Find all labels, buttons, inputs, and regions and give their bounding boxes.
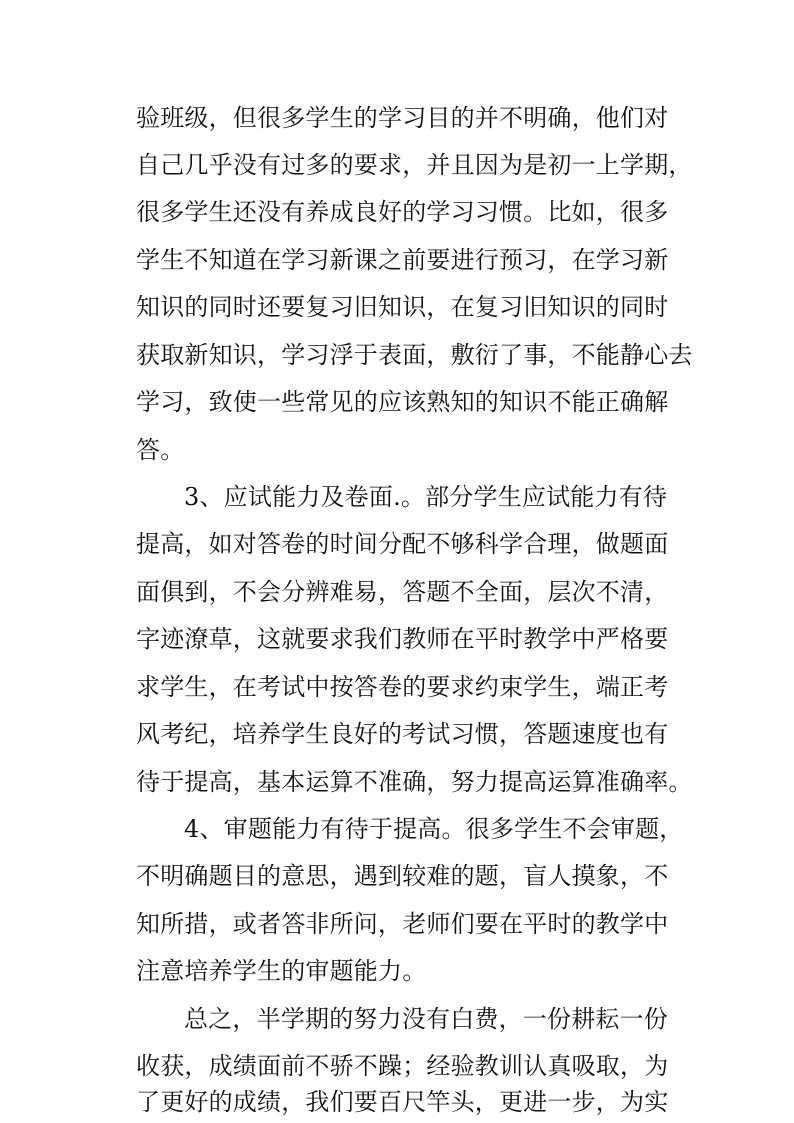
paragraph-start-line: 3、应试能力及卷面.。部分学生应试能力有待	[184, 483, 668, 511]
text-line: 风考纪，培养学生良好的考试习惯，答题速度也有	[136, 720, 669, 748]
text-line: 知所措，或者答非所问，老师们要在平时的教学中	[136, 910, 669, 938]
text-line: 注意培养学生的审题能力。	[136, 957, 427, 985]
text-line: 求学生，在考试中按答卷的要求约束学生，端正考	[136, 673, 669, 701]
text-line: 验班级，但很多学生的学习目的并不明确，他们对	[136, 104, 669, 132]
text-line: 面俱到，不会分辨难易，答题不全面，层次不清，	[136, 578, 669, 606]
text-line: 提高，如对答卷的时间分配不够科学合理，做题面	[136, 530, 669, 558]
text-line: 答。	[136, 436, 185, 464]
text-line: 知识的同时还要复习旧知识，在复习旧知识的同时	[136, 293, 669, 321]
text-line: 学生不知道在学习新课之前要进行预习，在学习新	[136, 246, 669, 274]
paragraph-start-line: 4、审题能力有待于提高。很多学生不会审题，	[184, 815, 684, 843]
text-line: 不明确题目的意思，遇到较难的题，盲人摸象，不	[136, 862, 669, 890]
text-line: 收获，成绩面前不骄不躁；经验教训认真吸取，为	[136, 1052, 669, 1080]
text-line: 了更好的成绩，我们要百尺竿头，更进一步，为实	[136, 1088, 669, 1116]
text-line: 待于提高，基本运算不准确，努力提高运算准确率。	[136, 768, 693, 796]
text-line: 学习，致使一些常见的应该熟知的知识不能正确解	[136, 388, 669, 416]
text-line: 自己几乎没有过多的要求，并且因为是初一上学期，	[136, 151, 693, 179]
text-line: 很多学生还没有养成良好的学习习惯。比如，很多	[136, 198, 669, 226]
text-line: 获取新知识，学习浮于表面，敷衍了事，不能静心去	[136, 341, 693, 369]
text-line: 字迹潦草，这就要求我们教师在平时教学中严格要	[136, 625, 669, 653]
paragraph-start-line: 总之，半学期的努力没有白费，一份耕耘一份	[184, 1005, 668, 1033]
